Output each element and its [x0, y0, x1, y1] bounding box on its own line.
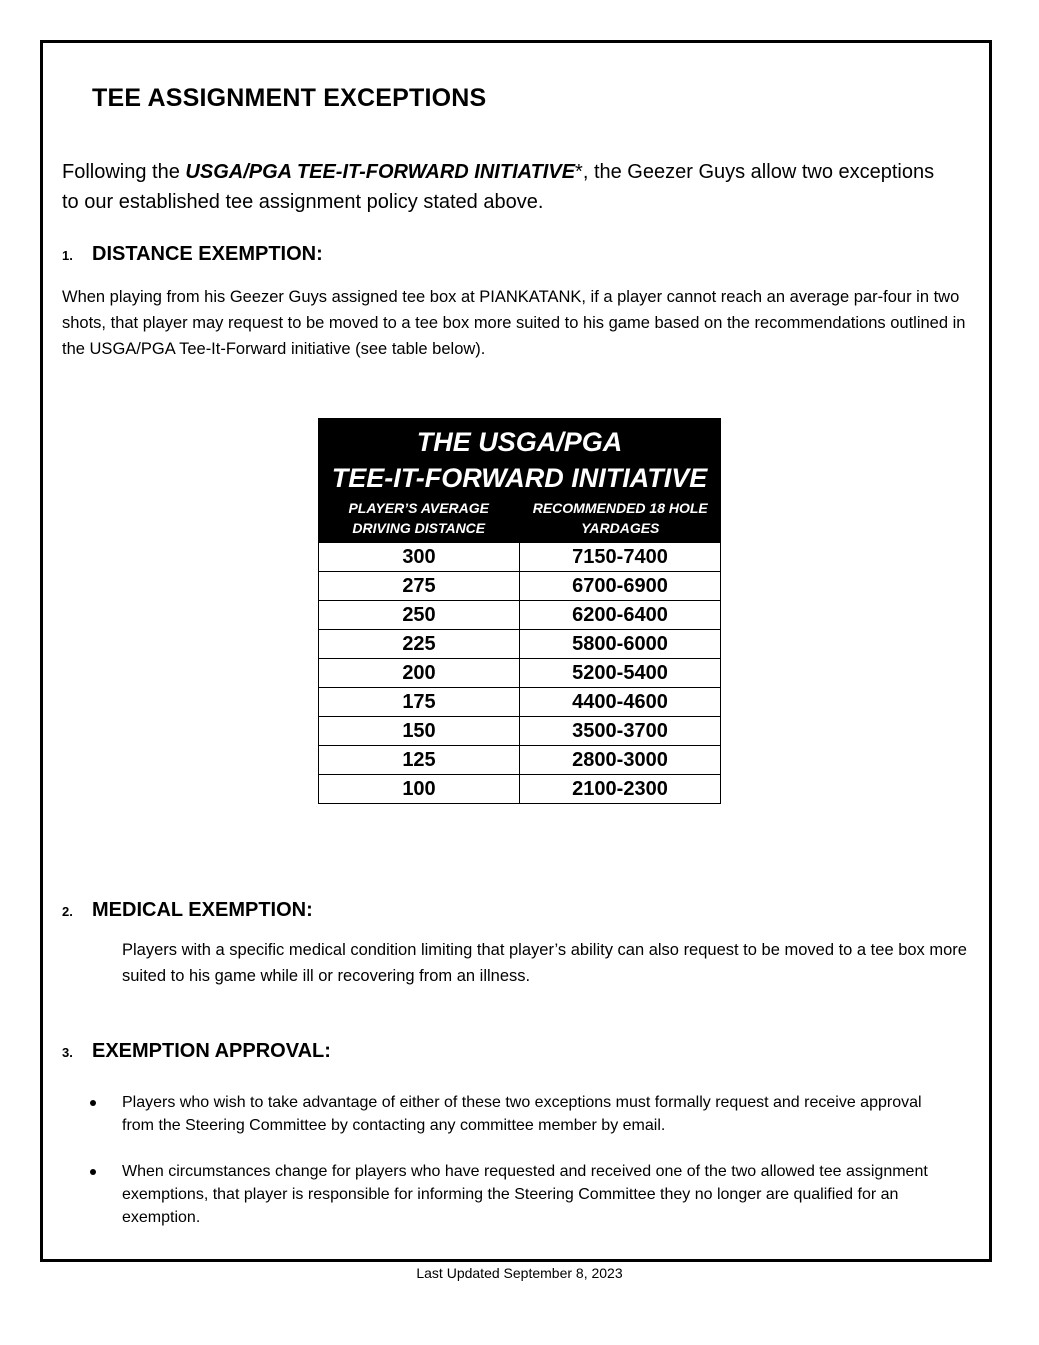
section-title: EXEMPTION APPROVAL:: [92, 1040, 331, 1062]
table-row: [319, 688, 721, 717]
driving-distance-cell: 125: [319, 746, 520, 775]
table-row: [319, 543, 721, 572]
approval-bullet-list: [62, 1091, 942, 1252]
intro-initiative-name: USGA/PGA TEE-IT-FORWARD INITIATIVE: [185, 161, 576, 183]
yardage-cell: 3500-3700: [520, 717, 721, 746]
driving-distance-cell: 150: [319, 717, 520, 746]
table-row: [319, 572, 721, 601]
yardage-cell: 6700-6900: [520, 572, 721, 601]
last-updated-footer: Last Updated September 8, 2023: [416, 1265, 623, 1281]
distance-exemption-text: When playing from his Geezer Guys assigned tee box at PIANKATANK, if a player cannot reach an average par-four in two shots, that player may request to be moved to a tee box more suited to his game based on the recommendations outlined in the USGA/PGA Tee-It-Forward initiative (see table below).: [62, 288, 966, 358]
yardage-cell: 5800-6000: [520, 630, 721, 659]
table-title-line2: TEE-IT-FORWARD INITIATIVE: [331, 463, 708, 493]
section-number: 2.: [62, 904, 73, 919]
page-title: TEE ASSIGNMENT EXCEPTIONS: [92, 84, 487, 112]
driving-distance-cell: 250: [319, 601, 520, 630]
yardage-cell: 4400-4600: [520, 688, 721, 717]
driving-distance-cell: 200: [319, 659, 520, 688]
section-number: 3.: [62, 1045, 73, 1060]
tee-it-forward-table: [318, 418, 721, 804]
table-header: [318, 418, 721, 542]
section-title: MEDICAL EXEMPTION:: [92, 899, 313, 921]
driving-distance-cell: 275: [319, 572, 520, 601]
table-body: [318, 542, 721, 804]
driving-distance-cell: 225: [319, 630, 520, 659]
list-item-text: When circumstances change for players who have requested and received one of the two allowed tee assignment exemptions, that player is responsible for informing the Steering Committee they no longer are qualified for an exemption.: [122, 1163, 928, 1226]
driving-distance-cell: 300: [319, 543, 520, 572]
driving-distance-cell: 100: [319, 775, 520, 804]
yardage-cell: 2100-2300: [520, 775, 721, 804]
section-distance-heading: [62, 243, 323, 266]
table-row: [319, 659, 721, 688]
section-title: DISTANCE EXEMPTION:: [92, 243, 323, 265]
yardage-cell: 5200-5400: [520, 659, 721, 688]
yardage-cell: 6200-6400: [520, 601, 721, 630]
yardage-cell: 7150-7400: [520, 543, 721, 572]
list-item: [62, 1160, 942, 1229]
table-row: [319, 717, 721, 746]
table-row: [319, 630, 721, 659]
intro-prefix: Following the: [62, 161, 186, 183]
intro-paragraph: [62, 157, 942, 217]
table-title-line1: THE USGA/PGA: [416, 427, 623, 457]
medical-exemption-text: Players with a specific medical condition limiting that player’s ability can also request to be moved to a tee box more suited to his game while ill or recovering from an illness.: [122, 941, 967, 985]
section-medical-heading: [62, 899, 313, 922]
section-approval-heading: [62, 1040, 331, 1063]
table-row: [319, 601, 721, 630]
column-header-yardages: RECOMMENDED 18 HOLE YARDAGES: [532, 500, 708, 536]
intro-suffix: *, the Geezer Guys allow two exceptions to our established tee assignment policy stated above.: [62, 161, 935, 213]
list-item-text: Players who wish to take advantage of either of these two exceptions must formally request and receive approval from the Steering Committee by contacting any committee member by email.: [122, 1094, 922, 1134]
driving-distance-cell: 175: [319, 688, 520, 717]
yardage-cell: 2800-3000: [520, 746, 721, 775]
bullet-icon: [90, 1100, 96, 1106]
column-header-driving-distance: PLAYER’S AVERAGE DRIVING DISTANCE: [348, 500, 490, 536]
table-row: [319, 746, 721, 775]
bullet-icon: [90, 1169, 96, 1175]
table-row: [319, 775, 721, 804]
section-number: 1.: [62, 248, 73, 263]
list-item: [62, 1091, 942, 1137]
